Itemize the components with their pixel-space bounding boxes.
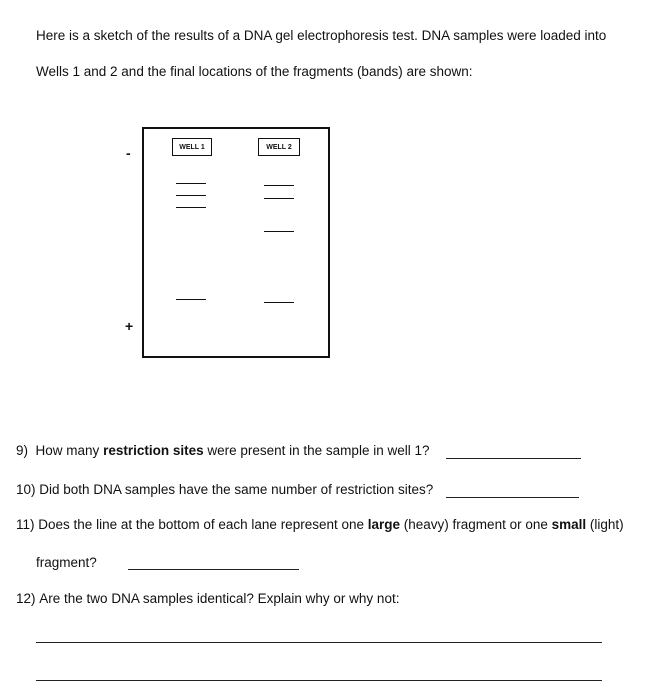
- intro-line-1: Here is a sketch of the results of a DNA gel electrophoresis test. DNA samples were loaded into: [36, 28, 607, 43]
- answer-line-12b[interactable]: [36, 680, 602, 681]
- well-1: WELL 1: [172, 138, 212, 156]
- question-12-text: Are the two DNA samples identical? Explain why or why not:: [39, 591, 400, 606]
- question-10: [16, 482, 433, 497]
- answer-line-11[interactable]: [128, 569, 299, 570]
- question-11-bold-large: large: [367, 517, 401, 532]
- lane-2-band: [264, 198, 294, 199]
- positive-pole-label: +: [125, 318, 134, 334]
- intro-line-2: Wells 1 and 2 and the final locations of the fragments (bands) are shown:: [36, 64, 473, 79]
- question-10-text: Did both DNA samples have the same number of restriction sites?: [39, 482, 434, 497]
- question-12-number: 12): [16, 591, 36, 606]
- question-9-text-b: were present in the sample in well 1?: [203, 443, 430, 458]
- answer-line-12a[interactable]: [36, 642, 602, 643]
- question-11: [16, 517, 624, 532]
- question-11-bold-small: small: [551, 517, 587, 532]
- answer-line-9[interactable]: [446, 458, 581, 459]
- question-11-text-c: (light): [586, 517, 624, 532]
- lane-2-band: [264, 231, 294, 232]
- question-9-number: 9): [16, 443, 29, 458]
- negative-pole-label: -: [126, 145, 131, 161]
- question-9: [16, 443, 429, 458]
- question-9-text-a: How many: [35, 443, 104, 458]
- lane-1-band: [176, 299, 206, 300]
- lane-2-band: [264, 302, 294, 303]
- gel-diagram: [142, 127, 330, 358]
- question-11-number: 11): [16, 517, 35, 532]
- question-12: [16, 591, 399, 606]
- question-11-text-a: Does the line at the bottom of each lane represent one: [38, 517, 368, 532]
- question-11-continuation: fragment?: [36, 555, 97, 570]
- lane-1-band: [176, 195, 206, 196]
- well-2: WELL 2: [258, 138, 300, 156]
- answer-line-10[interactable]: [446, 497, 579, 498]
- question-9-bold: restriction sites: [103, 443, 204, 458]
- question-10-number: 10): [16, 482, 36, 497]
- lane-1-band: [176, 183, 206, 184]
- lane-2-band: [264, 185, 294, 186]
- lane-1-band: [176, 207, 206, 208]
- question-11-text-b: (heavy) fragment or one: [400, 517, 552, 532]
